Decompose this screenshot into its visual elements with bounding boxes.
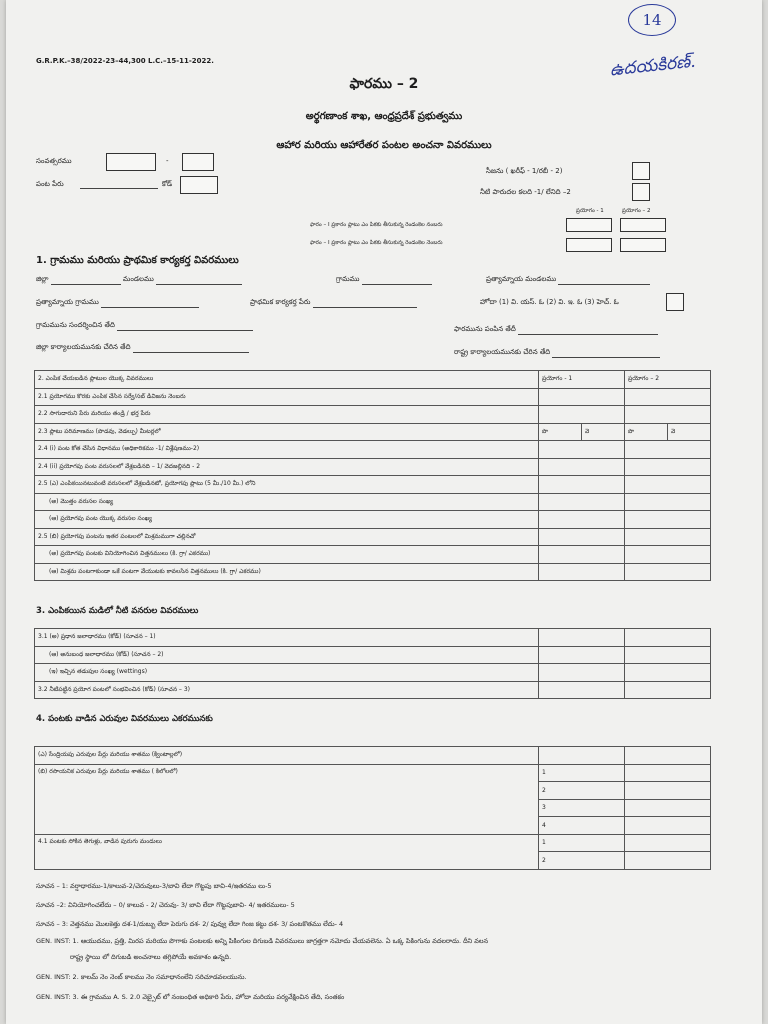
district-field[interactable] bbox=[51, 284, 121, 285]
plot-input-2a[interactable] bbox=[566, 238, 612, 252]
form-title: ఫారము – 2 bbox=[349, 76, 419, 92]
year-input[interactable] bbox=[106, 153, 156, 171]
table-row: (అ) మొత్తం వరుసల సంఖ్య bbox=[35, 493, 711, 511]
plot-input-2b[interactable] bbox=[620, 238, 666, 252]
general-instruction-3: GEN. INST: 3. ఈ గ్రామము A. S. 2.0 వెబ్సైట్ లో నంబంధిత అధికారి పేరు, హోదా మరియు పర్యవేక్షించిన తేది, సంతకం bbox=[36, 993, 345, 1001]
exp2-header: ప్రయోగం – 2 bbox=[625, 371, 711, 389]
note-3: సూచన – 3: వెత్తనము మొలకెత్తు దశ-1/దుబ్బు లేదా పెరుగు దశ- 2/ పువ్వు లేదా గింజ కట్టు దశ- 3/ పంటకొతము లేదు- 4 bbox=[36, 920, 344, 928]
row-number[interactable]: 2 bbox=[539, 852, 625, 870]
page-number: 14 bbox=[628, 4, 676, 36]
department-title: అర్థగణాంక శాఖ, ఆంధ్రప్రదేశ్ ప్రభుత్వము bbox=[305, 111, 463, 122]
visit-date-label: గ్రామమును సందర్శించిన తేది bbox=[36, 321, 115, 329]
sent-date-field[interactable] bbox=[518, 334, 658, 335]
table-row: (ఇ) ఇచ్చిన తడుపుల సంఖ్య (wettings) bbox=[35, 664, 711, 682]
fertilizer-table bbox=[34, 746, 711, 870]
plot-number-label-1: ఫారం – I ప్రకారం ప్లాటు ఎం పికకు తీసుకున్న రెండంకెల నంబరు bbox=[310, 222, 443, 228]
year-label: సంవత్సరము bbox=[36, 157, 72, 165]
district-recv-label: జిల్లా కార్యాలయమునకు చేరిన తేది bbox=[36, 343, 131, 351]
plot-input-1a[interactable] bbox=[566, 218, 612, 232]
visit-date-field[interactable] bbox=[117, 330, 253, 331]
general-instruction-1-cont: రాష్ట్ర స్థాయి లో దిగుబడి అంచనాలు తగ్గిపోయే అవకాశం ఉన్నది. bbox=[70, 953, 232, 961]
row-number[interactable]: 4 bbox=[539, 817, 625, 835]
reference-number: G.R.P.K.–38/2022-23–44,300 L.C.–15-11-2022. bbox=[36, 57, 214, 65]
mandal-label: మండలము bbox=[122, 275, 154, 283]
table-row: 2.2 సాగుదారుని పేరు మరియు తండ్రి / భర్త పేరు bbox=[35, 406, 711, 424]
plot-number-label-2: ఫారం – I ప్రకారం ప్లాటు ఎం పికకు తీసుకున్న రెండంకెల నెంబరు bbox=[310, 240, 443, 246]
table-row: 2.5 (ఎ) ఎంపికయినటువంటి వరుసలలో వేశ్లబడినటో, ప్రయోగపు ప్లాటు (5 మీ./10 మీ.) లోని bbox=[35, 476, 711, 494]
table-row: 2.5 (బి) ప్రయోగపు పంటను ఇతర పంటలలో మిశ్రమముగా చల్లినచో bbox=[35, 528, 711, 546]
general-instruction-1: GEN. INST: 1. ఆయుదము, ప్రత్తి, మిరప మరియు పొగాకు పంటలకు అన్ని పికింగుల దిగుబడి వివరములు జాగ్రత్తగా నమోదు చేయవలెను. ఏ ఒక్క పికింగును వదలరాదు. దీని వలన bbox=[36, 937, 489, 945]
note-1: సూచన – 1: వర్షాధారము-1/కాలువ-2/చెరువులు-3/బావి లేదా గొట్టపు బావి-4/ఇతరము లు-5 bbox=[36, 882, 272, 890]
table-header: 2. ఎంపిక చేయబడిన ప్లాటుల యొక్క వివరములు bbox=[35, 371, 539, 389]
year-input-2[interactable] bbox=[182, 153, 214, 171]
crop-name-label: పంట పేరు bbox=[36, 180, 64, 188]
table-row: 4.1 పంటకు సోకిన తెగుళ్లు, వాడిన పురుగు మందులు 1 bbox=[35, 834, 711, 852]
table-row: (ఆ) అనుబంధ జలాధారము (కోడ్) (సూచన – 2) bbox=[35, 646, 711, 664]
width-label[interactable]: వె bbox=[668, 423, 711, 441]
state-recv-label: రాష్ట్ర కార్యాలయమునకు చేరిన తేది bbox=[454, 348, 551, 356]
alt-village-label: ప్రత్యామ్నాయ గ్రామము bbox=[36, 298, 99, 306]
crop-name-field[interactable] bbox=[80, 178, 158, 189]
state-recv-field[interactable] bbox=[552, 357, 660, 358]
table-row: (ఎ) సేంద్రియపు ఎరువుల పేర్లు మరియు శాతము (క్వింటాల్లలో) bbox=[35, 747, 711, 765]
row-number[interactable]: 2 bbox=[539, 782, 625, 800]
table-row: (ఆ) ప్రయోగపు పంట యొక్క వరుసల సంఖ్య bbox=[35, 511, 711, 529]
district-label: జిల్లా bbox=[36, 275, 49, 283]
row-number[interactable]: 3 bbox=[539, 799, 625, 817]
general-instruction-2: GEN. INST: 2. కాలమ్ నెం నెంబ్ కాలము నెం సమాధానంలేని సరిచూడవలయును. bbox=[36, 973, 247, 981]
district-recv-field[interactable] bbox=[133, 352, 249, 353]
plot-input-1b[interactable] bbox=[620, 218, 666, 232]
table-row: 2.4 (ii) ప్రయోగపు పంట వరుసలలో వేశ్లబడినది – 1/ వెదజల్లినది - 2 bbox=[35, 458, 711, 476]
table-row: (అ) ప్రయోగపు పంటకు వినియోగించిన విత్తనములు (కి. గ్రా/ ఎకరము) bbox=[35, 546, 711, 564]
exp1-label: ప్రయోగం - 1 bbox=[576, 208, 604, 214]
plot-details-table bbox=[34, 370, 711, 581]
exp1-header: ప్రయోగం - 1 bbox=[539, 371, 625, 389]
note-2: సూచన –2: వినియోగించలేదు – 0/ కాలువ - 2/ చెరువు- 3/ బావి లేదా గొట్టపుబావి- 4/ ఇతరములు- 5 bbox=[36, 901, 295, 909]
alt-village-field[interactable] bbox=[101, 307, 199, 308]
section3-title: 3. ఎంపికయిన మడిలో నీటి వనరుల వివరములు bbox=[36, 606, 199, 616]
form-page: G.R.P.K.–38/2022-23–44,300 L.C.–15-11-2022. 14 ఉదయకిరణ్. ఫారము – 2 అర్థగణాంక శాఖ, ఆంధ్రప్రదేశ్ ప్రభుత్వము ఆహార మరియు ఆహారేతర పంటల అంచనా వివరములు సంవత్సరము - పంట పేరు కోడ్ సీజను ( ఖరీఫ్ - 1/రబీ - 2) నీటి పారుదల కలది -1/ లేనిది –2 ప్రయోగం - 1 ప్రయోగం – 2 ఫారం – I ప్రకారం ప్లాటు ఎం పికకు తీసుకున్న రెండంకెల నంబరు ఫారం – I ప్రకారం ప్లాటు ఎం పికకు తీసుకున్న రెండంకెల నెంబరు 1. గ్రామము మరియు ప్రాథమిక కార్యకర్త వివరములు జిల్లా మండలము గ్రామము ప్రత్యామ్నాయ మండలము ప్రత్యామ్నాయ గ్రామము ప్రాథమిక కార్యకర్త పేరు హోదా (1) వి. యస్. ఓ (2) వి. ఇ. ఓ (3) హెచ్. ఓ గ్రామమును సందర్శించిన తేది ఫారమును పంపిన తేదీ జిల్లా కార్యాలయమునకు చేరిన తేది రాష్ట్ర కార్యాలయమునకు చేరిన తేది 2. ఎంపిక చేయబడిన ప్లాటుల యొక్క వివరములు ప్రయోగం - 1 ప్రయోగం – 2 2.1 ప్రయోగము కొరకు ఎంపిక చేసిన సర్వే/సబ్ డివిజను నెంబరు 2.2 సాగుదారుని పేరు మరియు తండ్రి / భర్త పేరు 2.3 ప్లాటు పరిమాణము (పొడవు, వెడల్పు) మీటర్లలో పొ వె పొ వె 2.4 (i) పంట కోత చేసిన విధానము (అధికారికము -1/ విశ్లేషణము-2) 2.4 (ii) ప్రయోగపు పంట వరుసలలో వేశ్లబడినది – 1/ వెదజల్లినది - 2 2.5 (ఎ) ఎంపికయినటువంటి వరుసలలో వేశ్లబడినటో, ప్రయోగపు ప్లాటు (5 మీ./10 మీ.) లోని (అ) మొత్తం వరుసల సంఖ్య (ఆ) ప్రయోగపు పంట యొక్క వరుసల సంఖ్య 2.5 (బి) ప్రయోగపు పంటను ఇతర పంటలలో మిశ్రమముగా చల్లినచో (అ) ప్రయోగపు పంటకు వినియోగించిన విత్తనములు (కి. గ్రా/ ఎకరము) (ఆ) మిశ్రమ పంటగాకుండా ఒకే పంటగా వేయుటకు కావలసిన విత్తనములు (కి. గ్రా/ ఎకరము) 3. ఎంపికయిన మడిలో నీటి వనరుల వివరములు 3.1 (అ) ప్రధాన జలాధారము (కోడ్) (సూచన – 1) (ఆ) అనుబంధ జలాధారము (కోడ్) (సూచన – 2) (ఇ) ఇచ్చిన తడుపుల సంఖ్య (wettings) 3.2 నీటిపట్టిన ప్రయోగ పంటలో సంభవించిన (కోడ్) (సూచన – 3) 4. పంటకు వాడిన ఎరువుల వివరములు ఎకరమునకు (ఎ) సేంద్రియపు ఎరువుల పేర్లు మరియు శాతము (క్వింటాల్లలో) (బి) రసాయనిక ఎరువుల పేర్లు మరియు శాతము ( కిలోలలో) 1 2 3 4 4.1 పంటకు సోకిన తెగుళ్లు, వాడిన పురుగు మందులు 1 2 సూచన – 1: వర్షాధారము-1/కాలువ-2/చెరువులు-3/బావి లేదా గొట్టపు బావి-4/ఇతరము లు-5 సూచన –2: వినియోగించలేదు – 0/ కాలువ - 2/ చెరువు- 3/ బావి లేదా గొట్టపుబావి- 4/ ఇతరములు- 5 సూచన – 3: వెత్తనము మొలకెత్తు దశ-1/దుబ్బు లేదా పెరుగు దశ- 2/ పువ్వు లేదా గింజ కట్టు దశ- 3/ పంటకొతము లేదు- 4 GEN. INST: 1. ఆయుదము, ప్రత్తి, మిరప మరియు పొగాకు పంటలకు అన్ని పికింగుల దిగుబడి వివరములు జాగ్రత్తగా నమోదు చేయవలెను. ఏ ఒక్క పికింగును వదలరాదు. దీని వలన రాష్ట్ర స్థాయి లో దిగుబడి అంచనాలు తగ్గిపోయే అవకాశం ఉన్నది. GEN. INST: 2. కాలమ్ నెం నెంబ్ కాలము నెం సమాధానంలేని సరిచూడవలయును. GEN. INST: 3. ఈ గ్రామము A. S. 2.0 వెబ్సైట్ లో నంబంధిత అధికారి పేరు, హోదా మరియు పర్యవేక్షించిన తేది, సంతకం bbox=[6, 0, 762, 1024]
handwritten-signature: ఉదయకిరణ్. bbox=[608, 51, 697, 81]
table-row: 3.2 నీటిపట్టిన ప్రయోగ పంటలో సంభవించిన (కోడ్) (సూచన – 3) bbox=[35, 681, 711, 699]
worker-name-label: ప్రాథమిక కార్యకర్త పేరు bbox=[250, 298, 311, 306]
section1-title: 1. గ్రామము మరియు ప్రాథమిక కార్యకర్త వివరములు bbox=[36, 255, 239, 266]
table-row: 2.3 ప్లాటు పరిమాణము (పొడవు, వెడల్పు) మీటర్లలో పొ వె పొ వె bbox=[35, 423, 711, 441]
season-label: సీజను ( ఖరీఫ్ - 1/రబీ - 2) bbox=[486, 167, 563, 175]
village-label: గ్రామము bbox=[336, 275, 360, 283]
table-row: (బి) రసాయనిక ఎరువుల పేర్లు మరియు శాతము ( కిలోలలో) 1 bbox=[35, 764, 711, 782]
water-sources-table bbox=[34, 628, 711, 699]
width-label[interactable]: వె bbox=[582, 423, 625, 441]
table-row: 3.1 (అ) ప్రధాన జలాధారము (కోడ్) (సూచన – 1) bbox=[35, 629, 711, 647]
irrigation-label: నీటి పారుదల కలది -1/ లేనిది –2 bbox=[480, 188, 571, 196]
alt-mandal-field[interactable] bbox=[558, 284, 650, 285]
season-input[interactable] bbox=[632, 162, 650, 180]
table-row: (ఆ) మిశ్రమ పంటగాకుండా ఒకే పంటగా వేయుటకు కావలసిన విత్తనములు (కి. గ్రా/ ఎకరము) bbox=[35, 563, 711, 581]
code-label: కోడ్ bbox=[162, 180, 173, 188]
table-header-row bbox=[35, 371, 711, 389]
irrigation-input[interactable] bbox=[632, 183, 650, 201]
row-number[interactable]: 1 bbox=[539, 834, 625, 852]
length-label[interactable]: పొ bbox=[625, 423, 668, 441]
sent-date-label: ఫారమును పంపిన తేదీ bbox=[454, 325, 516, 333]
length-label[interactable]: పొ bbox=[539, 423, 582, 441]
table-row: 2.1 ప్రయోగము కొరకు ఎంపిక చేసిన సర్వే/సబ్ డివిజను నెంబరు bbox=[35, 388, 711, 406]
crop-code-input[interactable] bbox=[180, 176, 218, 194]
section4-title: 4. పంటకు వాడిన ఎరువుల వివరములు ఎకరమునకు bbox=[36, 714, 213, 724]
form-subtitle: ఆహార మరియు ఆహారేతర పంటల అంచనా వివరములు bbox=[276, 140, 492, 151]
worker-type-label: హోదా (1) వి. యస్. ఓ (2) వి. ఇ. ఓ (3) హెచ్. ఓ bbox=[480, 298, 619, 306]
alt-mandal-label: ప్రత్యామ్నాయ మండలము bbox=[486, 275, 557, 283]
worker-name-field[interactable] bbox=[313, 307, 417, 308]
table-row: 2.4 (i) పంట కోత చేసిన విధానము (అధికారికము -1/ విశ్లేషణము-2) bbox=[35, 441, 711, 459]
exp2-label: ప్రయోగం – 2 bbox=[622, 208, 651, 214]
village-field[interactable] bbox=[362, 284, 432, 285]
worker-type-input[interactable] bbox=[666, 293, 684, 311]
mandal-field[interactable] bbox=[156, 284, 242, 285]
row-number[interactable]: 1 bbox=[539, 764, 625, 782]
